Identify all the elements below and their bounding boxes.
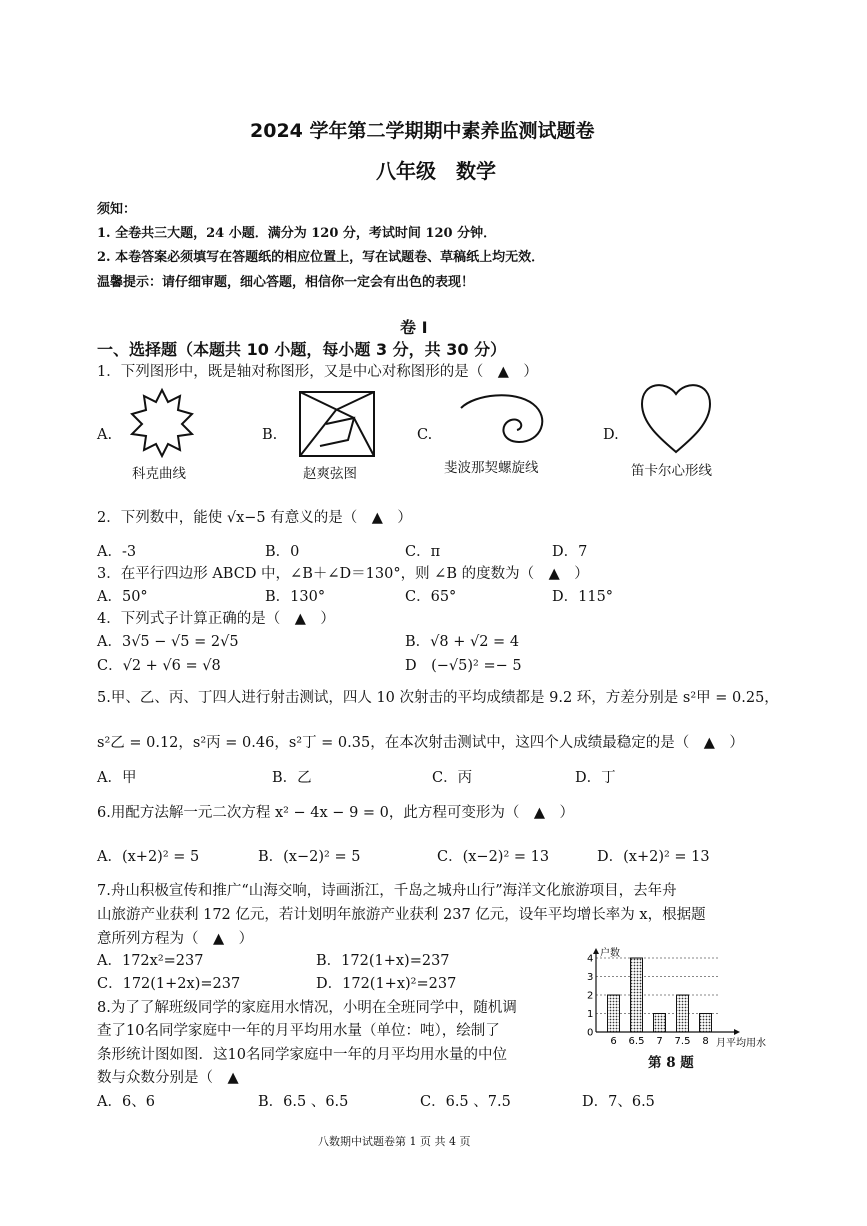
chart-x-tick-label: 7 xyxy=(656,1036,663,1047)
question-5-stem-line-1: 5.甲、乙、丙、丁四人进行射击测试，四人 10 次射击的平均成绩都是 9.2 环，方差分别是 s²甲 = 0.25， xyxy=(97,690,779,706)
question-8-line-2: 查了10名同学家庭中一年的月平均用水量（单位：吨），绘制了 xyxy=(97,1023,500,1039)
zhaoshuang-diagram-figure xyxy=(296,388,378,460)
question-1-stem: 1．下列图形中，既是轴对称图形，又是中心对称图形的是（ ▲ ） xyxy=(97,364,538,380)
chart-y-tick-label: 3 xyxy=(587,972,594,983)
question-4-stem: 4．下列式子计算正确的是（ ▲ ） xyxy=(97,611,335,627)
q1-option-c-letter: C. xyxy=(417,427,433,443)
q1-caption-b: 赵爽弦图 xyxy=(303,466,357,482)
notice-line-1: 1. 全卷共三大题，24 小题．满分为 120 分，考试时间 120 分钟． xyxy=(97,226,497,241)
chart-bar-7.5 xyxy=(677,995,689,1032)
question-7-line-2: 山旅游产业获利 172 亿元，若计划明年旅游产业获利 237 亿元，设年平均增长率为 x，根据题 xyxy=(97,907,706,923)
question-7-line-1: 7.舟山积极宣传和推广“山海交响，诗画浙江，千岛之城舟山行”海洋文化旅游项目，去年舟 xyxy=(97,883,677,899)
chart-bar-6.5 xyxy=(631,958,643,1032)
exam-subtitle: 八年级 数学 xyxy=(376,159,496,183)
q7-option-a: A．172x²=237 xyxy=(97,953,204,969)
page-footer: 八数期中试题卷第 1 页 共 4 页 xyxy=(318,1135,471,1148)
q1-caption-d: 笛卡尔心形线 xyxy=(631,463,712,479)
notice-tip: 温馨提示：请仔细审题，细心答题，相信你一定会有出色的表现！ xyxy=(97,275,475,290)
notice-heading: 须知： xyxy=(97,202,137,217)
q8-option-b: B．6.5 、6.5 xyxy=(258,1094,349,1110)
exam-title: 2024 学年第二学期期中素养监测试题卷 xyxy=(250,120,595,142)
question-6-stem: 6.用配方法解一元二次方程 x² − 4x − 9 = 0，此方程可变形为（ ▲ ） xyxy=(97,805,575,821)
chart-y-tick-label: 1 xyxy=(587,1009,594,1020)
q3-option-d: D．115° xyxy=(552,589,614,605)
chart-bar-8 xyxy=(700,1014,712,1033)
q3-option-a: A．50° xyxy=(97,589,148,605)
chart-x-tick-label: 8 xyxy=(702,1036,709,1047)
chart-x-tick-label: 6 xyxy=(610,1036,617,1047)
q4-option-c: C．√2 + √6 = √8 xyxy=(97,658,221,674)
chart-x-tick-label: 7.5 xyxy=(674,1036,691,1047)
chart-bar-6 xyxy=(608,995,620,1032)
q8-figure-caption: 第 8 题 xyxy=(648,1055,694,1071)
q4-option-d: D (−√5)² =− 5 xyxy=(405,658,522,674)
section-heading: 一、选择题（本题共 10 小题，每小题 3 分，共 30 分） xyxy=(97,340,507,359)
question-8-line-3: 条形统计图如图．这10名同学家庭中一年的月平均用水量的中位 xyxy=(97,1047,507,1063)
q5-option-c: C．丙 xyxy=(432,770,473,786)
chart-bar-7 xyxy=(654,1014,666,1033)
q2-option-d: D．7 xyxy=(552,544,588,560)
q7-option-c: C．172(1+2x)=237 xyxy=(97,976,241,992)
q6-option-c: C．(x−2)² = 13 xyxy=(437,849,550,865)
q6-option-b: B．(x−2)² = 5 xyxy=(258,849,361,865)
notice-line-2: 2. 本卷答案必须填写在答题纸的相应位置上，写在试题卷、草稿纸上均无效． xyxy=(97,250,545,265)
q5-option-d: D．丁 xyxy=(575,770,616,786)
question-5-stem-line-2: s²乙 = 0.12，s²丙 = 0.46，s²丁 = 0.35，在本次射击测试中，这四个人成绩最稳定的是（ ▲ ） xyxy=(97,735,744,751)
q2-option-b: B．0 xyxy=(265,544,300,560)
question-8-line-4: 数与众数分别是（ ▲ xyxy=(97,1070,239,1086)
question-2-stem: 2．下列数中，能使 √x−5 有意义的是（ ▲ ） xyxy=(97,510,412,526)
question-8-line-1: 8.为了了解班级同学的家庭用水情况，小明在全班同学中，随机调 xyxy=(97,1000,517,1016)
question-7-line-3: 意所列方程为（ ▲ ） xyxy=(97,931,254,947)
q1-caption-c: 斐波那契螺旋线 xyxy=(444,460,539,476)
chart-y-tick-label: 4 xyxy=(587,953,594,965)
q1-option-d-letter: D. xyxy=(603,427,619,443)
q1-caption-a: 科克曲线 xyxy=(132,466,186,482)
q4-option-b: B．√8 + √2 = 4 xyxy=(405,634,520,650)
q3-option-b: B．130° xyxy=(265,589,326,605)
q7-option-d: D．172(1+x)²=237 xyxy=(316,976,457,992)
chart-y-tick-label: 0 xyxy=(587,1027,594,1039)
q8-option-c: C．6.5 、7.5 xyxy=(420,1094,511,1110)
q5-option-b: B．乙 xyxy=(272,770,312,786)
koch-snowflake-figure xyxy=(122,386,202,458)
chart-y-arrow xyxy=(593,948,599,954)
q1-option-b-letter: B. xyxy=(262,427,278,443)
q6-option-a: A．(x+2)² = 5 xyxy=(97,849,200,865)
cardioid-heart-figure xyxy=(636,380,716,456)
fibonacci-spiral-figure xyxy=(455,390,555,450)
question-3-stem: 3．在平行四边形 ABCD 中，∠B＋∠D＝130°，则 ∠B 的度数为（ ▲ ） xyxy=(97,566,589,582)
chart-y-label: 户数 xyxy=(600,948,620,959)
chart-y-tick-label: 2 xyxy=(587,990,594,1002)
water-usage-bar-chart xyxy=(570,946,776,1050)
chart-x-tick-label: 6.5 xyxy=(628,1036,645,1047)
q1-option-a-letter: A. xyxy=(97,427,113,443)
q2-option-a: A．-3 xyxy=(97,544,137,560)
q6-option-d: D．(x+2)² = 13 xyxy=(597,849,710,865)
q4-option-a: A．3√5 − √5 = 2√5 xyxy=(97,634,239,650)
q2-option-c: C．π xyxy=(405,544,441,560)
q8-option-d: D．7、6.5 xyxy=(582,1094,655,1110)
chart-x-label: 月平均用水 xyxy=(716,1038,766,1049)
q7-option-b: B．172(1+x)=237 xyxy=(316,953,450,969)
q5-option-a: A．甲 xyxy=(97,770,137,786)
q3-option-c: C．65° xyxy=(405,589,457,605)
chart-x-arrow xyxy=(734,1029,740,1035)
q8-option-a: A．6、6 xyxy=(97,1094,155,1110)
volume-label: 卷 I xyxy=(400,318,428,337)
